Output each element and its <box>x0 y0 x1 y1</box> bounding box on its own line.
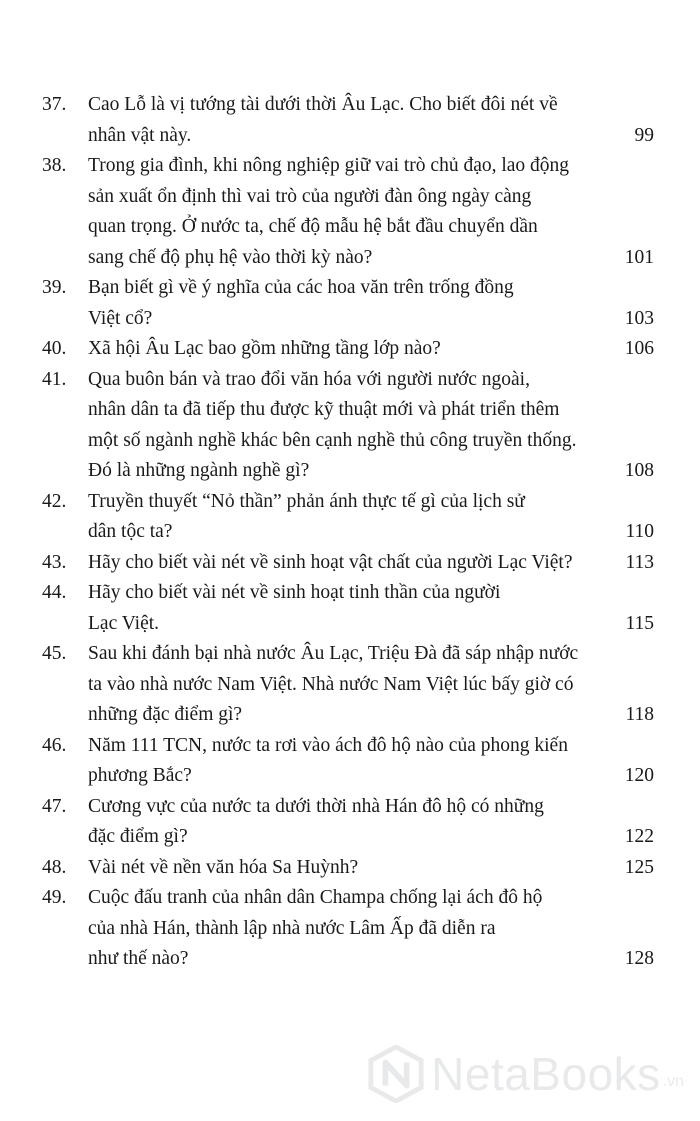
entry-body <box>88 548 654 579</box>
entry-number: 47. <box>42 795 67 817</box>
entry-text-line: Xã hội Âu Lạc bao gồm những tầng lớp nào? <box>88 338 441 359</box>
entry-number: 42. <box>42 490 67 512</box>
entry-body <box>88 792 654 853</box>
entry-text-line: một số ngành nghề khác bên cạnh nghề thủ công truyền thống. <box>88 429 577 451</box>
entry-text-line: Bạn biết gì về ý nghĩa của các hoa văn trên trống đồng <box>88 277 514 298</box>
page-number: 120 <box>624 765 654 786</box>
entry-number: 41. <box>42 368 67 390</box>
entry-text-line: Hãy cho biết vài nét về sinh hoạt tinh thần của người <box>88 582 501 603</box>
entry-number: 48. <box>42 856 67 878</box>
toc-entry <box>42 273 654 334</box>
toc-entry <box>42 548 654 579</box>
entry-body <box>88 883 654 975</box>
page-number: 118 <box>625 704 654 725</box>
entry-body <box>88 487 654 548</box>
toc-entry <box>42 365 654 487</box>
entry-text-line: Hãy cho biết vài nét về sinh hoạt vật chất của người Lạc Việt? <box>88 551 573 573</box>
toc-entry <box>42 639 654 731</box>
entry-text-line: quan trọng. Ở nước ta, chế độ mẫu hệ bắt đầu chuyển dần <box>88 216 538 237</box>
page-number: 110 <box>625 521 654 542</box>
toc-entry <box>42 853 654 884</box>
entry-number: 38. <box>42 155 67 176</box>
entry-text-line: Cuộc đấu tranh của nhân dân Champa chống lại ách đô hộ <box>88 887 543 908</box>
entry-body <box>88 853 654 884</box>
entry-text-line: Đó là những ngành nghề gì? <box>88 460 310 481</box>
toc-entry <box>42 883 654 975</box>
entry-text-line: của nhà Hán, thành lập nhà nước Lâm Ấp đã diễn ra <box>88 917 496 939</box>
entry-body <box>88 151 654 273</box>
entry-body <box>88 365 654 487</box>
toc-entry <box>42 731 654 792</box>
entry-text-line: Qua buôn bán và trao đổi văn hóa với người nước ngoài, <box>88 368 530 390</box>
entry-body <box>88 273 654 334</box>
entry-text-line: Truyền thuyết “Nỏ thần” phản ánh thực tế gì của lịch sử <box>88 490 525 512</box>
page-number: 108 <box>624 460 654 481</box>
entry-number: 49. <box>42 887 67 908</box>
watermark-text: NetaBooks <box>431 1048 661 1100</box>
entry-text-line: Việt cổ? <box>88 307 153 329</box>
entry-text-line: Lạc Việt. <box>88 612 160 634</box>
toc-entry <box>42 90 654 151</box>
entry-number: 46. <box>42 734 67 756</box>
page-number: 106 <box>624 338 654 359</box>
entry-text-line: Sau khi đánh bại nhà nước Âu Lạc, Triệu Đà đã sáp nhập nước <box>88 643 579 664</box>
toc-entry <box>42 151 654 273</box>
entry-text-line: Trong gia đình, khi nông nghiệp giữ vai trò chủ đạo, lao động <box>88 155 570 176</box>
page-number: 99 <box>634 124 654 146</box>
entry-text-line: đặc điểm gì? <box>88 826 188 847</box>
entry-text-line: Cương vực của nước ta dưới thời nhà Hán đô hộ có những <box>88 795 544 817</box>
entry-body <box>88 731 654 792</box>
entry-text-line: Năm 111 TCN, nước ta rơi vào ách đô hộ nào của phong kiến <box>88 734 568 756</box>
entry-text-line: Vài nét về nền văn hóa Sa Huỳnh? <box>88 856 359 878</box>
entry-text-line: Cao Lỗ là vị tướng tài dưới thời Âu Lạc. Cho biết đôi nét về <box>88 94 558 115</box>
watermark <box>367 1045 684 1103</box>
entry-body <box>88 639 654 731</box>
entry-body <box>88 90 654 151</box>
entry-text-line: ta vào nhà nước Nam Việt. Nhà nước Nam Việt lúc bấy giờ có <box>88 673 574 695</box>
toc-entry <box>42 578 654 639</box>
entry-text-line: nhân dân ta đã tiếp thu được kỹ thuật mới và phát triển thêm <box>88 399 560 420</box>
entry-text-line: nhân vật này. <box>88 124 192 146</box>
entry-text-line: sản xuất ổn định thì vai trò của người đàn ông ngày càng <box>88 185 532 207</box>
page-number: 103 <box>624 307 654 329</box>
entry-text-line: như thế nào? <box>88 948 189 969</box>
page-number: 122 <box>624 826 654 847</box>
entry-number: 45. <box>42 643 67 664</box>
entry-number: 40. <box>42 338 67 359</box>
entry-number: 43. <box>42 551 67 573</box>
page-number: 101 <box>624 246 654 268</box>
page-number: 113 <box>625 551 654 573</box>
entry-number: 39. <box>42 277 67 298</box>
entry-number: 44. <box>42 582 67 603</box>
toc-entry <box>42 487 654 548</box>
page-number: 128 <box>624 948 654 969</box>
entry-text-line: những đặc điểm gì? <box>88 704 243 725</box>
entry-body <box>88 578 654 639</box>
entry-text-line: dân tộc ta? <box>88 521 173 542</box>
netabooks-logo-icon <box>367 1045 425 1103</box>
page-number: 125 <box>624 856 654 878</box>
toc-entry <box>42 334 654 365</box>
watermark-suffix: .vn <box>662 1073 684 1090</box>
page-number: 115 <box>625 612 654 634</box>
entry-text-line: sang chế độ phụ hệ vào thời kỳ nào? <box>88 246 373 268</box>
toc-entry <box>42 792 654 853</box>
entry-number: 37. <box>42 94 67 115</box>
table-of-contents <box>42 90 654 975</box>
entry-text-line: phương Bắc? <box>88 765 192 786</box>
entry-body <box>88 334 654 365</box>
